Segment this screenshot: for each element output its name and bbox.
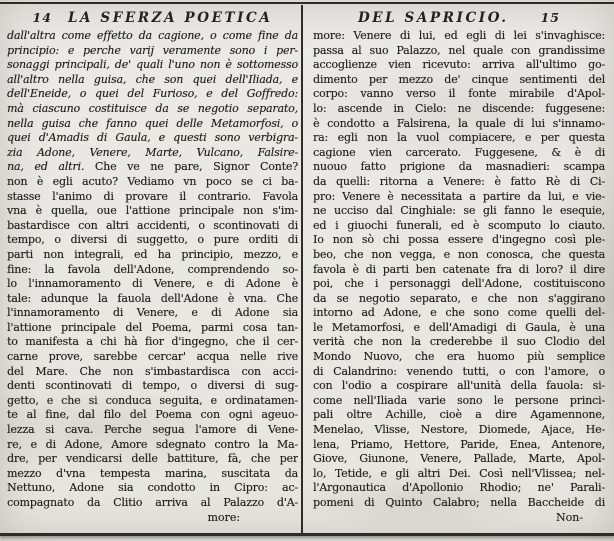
roman-text-segment: cagione vien carcerato. Fuggesene, & è di bbox=[313, 145, 605, 159]
italic-text-segment: quei d'Amadis di Gaula, e questi sono verbigra- bbox=[7, 131, 298, 145]
roman-text-segment: bastardisce con altri accidenti, o scontinovati di bbox=[7, 218, 298, 232]
roman-text-segment: nuouo fatto prigione da masnadieri: scampa bbox=[313, 160, 605, 174]
text-line bbox=[313, 175, 605, 190]
text-line bbox=[7, 452, 298, 467]
roman-text-segment: è condotto a Falsirena, la quale di lui s'innamo- bbox=[313, 116, 605, 130]
text-line bbox=[7, 117, 298, 132]
left-page bbox=[7, 0, 298, 541]
roman-text-segment: denti scontinovati di tempo, o diversi di sug- bbox=[7, 379, 298, 393]
text-line bbox=[313, 379, 605, 394]
left-page-number: 14 bbox=[32, 10, 52, 25]
left-text-block bbox=[7, 29, 298, 511]
roman-text-segment: mezzo d'vna tempesta marina, suscitata da bbox=[7, 466, 298, 480]
text-line bbox=[7, 146, 298, 161]
roman-text-segment: del Mare. Che non s'imbastardisca con acci- bbox=[7, 364, 298, 378]
text-line bbox=[7, 233, 298, 248]
text-line bbox=[313, 263, 605, 278]
roman-text-segment: da quelli: ritorna a Venere: è fatto Rè di Ci- bbox=[313, 174, 605, 188]
roman-text-segment: Giove, Giunone, Venere, Pallade, Marte, Apol- bbox=[313, 452, 605, 466]
text-line bbox=[7, 365, 298, 380]
text-line bbox=[313, 87, 605, 102]
text-line bbox=[7, 350, 298, 365]
italic-text-segment: sonaggi principali, de' quali l'uno non è sottomesso bbox=[7, 58, 298, 72]
text-line bbox=[7, 204, 298, 219]
text-line bbox=[313, 467, 605, 482]
text-line bbox=[7, 248, 298, 263]
text-line bbox=[7, 408, 298, 423]
left-page-header bbox=[7, 10, 298, 26]
text-line bbox=[313, 394, 605, 409]
text-line bbox=[7, 29, 298, 44]
roman-text-segment: poi, che i personaggi dell'Adone, costituiscono bbox=[313, 277, 605, 291]
text-line bbox=[313, 160, 605, 175]
roman-text-segment: ed i giuochi funerali, ed è scomputo lo ciauto. bbox=[313, 218, 605, 232]
text-line bbox=[313, 117, 605, 132]
roman-text-segment: passa al suo Palazzo, nel quale con grandissime bbox=[313, 43, 605, 57]
roman-text-segment: lezza si cava. Perche segua l'amore di Vene- bbox=[7, 423, 298, 437]
text-line bbox=[313, 408, 605, 423]
roman-text-segment: con l'odio a cospirare all'unità della fauola: si- bbox=[313, 379, 605, 393]
text-line bbox=[7, 335, 298, 350]
text-line bbox=[313, 248, 605, 263]
roman-text-segment: lo, Tetide, e gli altri Dei. Così nell'Vlissea; nel- bbox=[313, 466, 605, 480]
roman-text-segment: Menelao, Vlisse, Nestore, Diomede, Ajace, He- bbox=[313, 423, 605, 437]
roman-text-segment: dre, per vendicarsi delle battiture, fà, che per bbox=[7, 452, 298, 466]
roman-text-segment: carne prove, sarebbe cercar' acqua nelle rive bbox=[7, 350, 298, 364]
text-line bbox=[7, 219, 298, 234]
text-line bbox=[313, 423, 605, 438]
right-text-block bbox=[313, 29, 605, 511]
right-page bbox=[313, 0, 605, 541]
roman-text-segment: more: Venere di lui, ed egli di lei s'invaghisce: bbox=[313, 29, 605, 42]
text-line bbox=[313, 365, 605, 380]
right-page-header bbox=[313, 10, 605, 26]
roman-text-segment: di Calandrino: venendo tutti, o con l'amore, o bbox=[313, 364, 605, 378]
text-line bbox=[313, 335, 605, 350]
roman-text-segment: getto, e che si conduca seguita, e ordinatamen- bbox=[7, 393, 298, 407]
roman-text-segment: dimento per mezzo de' cinque sentimenti del bbox=[313, 72, 605, 86]
italic-text-segment: mà ciascuno costituisce da se negotio separato, bbox=[7, 101, 298, 115]
text-line bbox=[313, 190, 605, 205]
roman-text-segment: lena, Priamo, Hettore, Paride, Enea, Antenore, bbox=[313, 437, 605, 451]
text-line bbox=[7, 467, 298, 482]
roman-text-segment: Io non sò chi possa essere d'ingegno così ple- bbox=[313, 233, 605, 247]
text-line bbox=[313, 292, 605, 307]
italic-text-segment: dell'Eneide, o quei del Furioso, e del Goffredo: bbox=[7, 87, 298, 101]
roman-text-segment: parti non integrali, ed ha principio, mezzo, e bbox=[7, 247, 298, 261]
roman-text-segment: accoglienze vien ricevuto: arriva all'ultimo go- bbox=[313, 58, 605, 72]
text-line bbox=[313, 321, 605, 336]
roman-text-segment: to manifesta a chi hà fior d'ingegno, che il cer- bbox=[7, 335, 298, 349]
text-line bbox=[7, 58, 298, 73]
roman-text-segment: Nettuno, Adone sia condotto in Cipro: ac- bbox=[7, 481, 298, 495]
text-line bbox=[7, 423, 298, 438]
text-line bbox=[313, 452, 605, 467]
text-line bbox=[7, 263, 298, 278]
text-line bbox=[7, 277, 298, 292]
roman-text-segment: l'Argonautica d'Apollonio Rhodio; ne' Parali- bbox=[313, 481, 605, 495]
text-line bbox=[313, 350, 605, 365]
text-line bbox=[7, 190, 298, 205]
text-line bbox=[313, 438, 605, 453]
roman-text-segment: ne ucciso dal Cinghiale: se gli fanno le esequie, bbox=[313, 204, 605, 218]
roman-text-segment: te al fine, dal filo del Poema con ogni ageuo- bbox=[7, 408, 298, 422]
roman-text-segment: re, e di Adone, Amore sdegnato contro la Ma- bbox=[7, 437, 298, 451]
roman-text-segment: vna è quella, oue l'attione principale non s'im- bbox=[7, 204, 298, 218]
roman-text-segment: fine: la favola dell'Adone, comprendendo so- bbox=[7, 262, 298, 276]
left-catchword: more: bbox=[207, 511, 240, 524]
italic-text-segment: nella guisa che fanno quei delle Metamorfosi, o bbox=[7, 116, 298, 130]
right-catchword: Non- bbox=[555, 511, 583, 524]
text-line bbox=[7, 394, 298, 409]
roman-text-segment: Mondo Nuovo, che era huomo più semplice bbox=[313, 350, 605, 364]
roman-text-segment: pro: Venere è necessitata a partire da lui, e vie- bbox=[313, 189, 605, 203]
text-line bbox=[313, 277, 605, 292]
roman-text-segment: Che ve ne pare, Signor Conte? bbox=[94, 160, 298, 174]
text-line bbox=[313, 131, 605, 146]
right-page-number: 15 bbox=[540, 10, 561, 25]
left-running-title: LA SFERZA POETICA bbox=[67, 10, 273, 26]
italic-text-segment: principio: e perche varij veramente sono i per- bbox=[7, 43, 298, 57]
text-line bbox=[7, 292, 298, 307]
text-line bbox=[313, 73, 605, 88]
roman-text-segment: verità che non la crederebbe il suo Clodio del bbox=[313, 335, 605, 349]
text-line bbox=[7, 102, 298, 117]
roman-text-segment: tempo, o diversi di suggetto, o pure orditi di bbox=[7, 233, 298, 247]
roman-text-segment: non è egli acuto? Vediamo vn poco se ci ba- bbox=[7, 174, 298, 188]
text-line bbox=[313, 102, 605, 117]
roman-text-segment: stasse l'animo di provare il contrario. Favola bbox=[7, 189, 298, 203]
roman-text-segment: ra: egli non la vuol compiacere, e per questa bbox=[313, 131, 605, 145]
text-line bbox=[313, 306, 605, 321]
roman-text-segment: pomeni di Quinto Calabro; nella Baccheide di bbox=[313, 496, 605, 509]
text-line bbox=[313, 233, 605, 248]
text-line bbox=[7, 44, 298, 59]
text-line bbox=[7, 160, 298, 175]
italic-text-segment: na, ed altri. bbox=[7, 160, 95, 174]
right-running-title: DEL SAPRICIO. bbox=[357, 10, 509, 26]
text-line bbox=[313, 204, 605, 219]
roman-text-segment: da se negotio separato, e che non s'aggirano bbox=[313, 291, 605, 305]
text-line bbox=[313, 496, 605, 511]
roman-text-segment: lo l'innamoramento di Venere, e di Adone è bbox=[7, 277, 298, 291]
text-line bbox=[7, 131, 298, 146]
center-divider-rule bbox=[301, 5, 303, 533]
roman-text-segment: intorno ad Adone, e che sono come quelli del- bbox=[313, 306, 605, 320]
text-line bbox=[7, 379, 298, 394]
text-line bbox=[313, 58, 605, 73]
roman-text-segment: favola è di parti ben catenate fra di loro? il dire bbox=[313, 262, 605, 276]
text-line bbox=[7, 87, 298, 102]
roman-text-segment: tale: adunque la fauola dell'Adone è vna. Che bbox=[7, 291, 298, 305]
text-line bbox=[7, 438, 298, 453]
text-line bbox=[313, 219, 605, 234]
roman-text-segment: beo, che non vegga, e non conosca, che questa bbox=[313, 247, 605, 261]
roman-text-segment: l'attione principale del Poema, parmi cosa tan- bbox=[7, 320, 298, 334]
italic-text-segment: all'altro nella guisa, che son quei dell'Iliada, e bbox=[7, 72, 298, 86]
italic-text-segment: zia Adone, Venere, Marte, Vulcano, Falsire- bbox=[7, 145, 298, 159]
roman-text-segment: compagnato da Clitio arriva al Palazzo d'A- bbox=[7, 496, 298, 509]
text-line bbox=[313, 29, 605, 44]
text-line bbox=[7, 496, 298, 511]
roman-text-segment: le Metamorfosi, e dell'Amadigi di Gaula, è una bbox=[313, 320, 605, 334]
text-line bbox=[313, 146, 605, 161]
text-line bbox=[313, 44, 605, 59]
roman-text-segment: pali oltre Achille, cioè a dire Agamennone, bbox=[313, 408, 605, 422]
roman-text-segment: come nell'Iliada varie sono le persone princi- bbox=[313, 393, 605, 407]
text-line bbox=[7, 481, 298, 496]
text-line bbox=[7, 73, 298, 88]
text-line bbox=[313, 481, 605, 496]
roman-text-segment: corpo: vanno verso il fonte mirabile d'Apol- bbox=[313, 87, 605, 101]
text-line bbox=[7, 321, 298, 336]
italic-text-segment: dall'altra come effetto da cagione, o come fine da bbox=[7, 29, 298, 42]
text-line bbox=[7, 175, 298, 190]
text-line bbox=[7, 306, 298, 321]
roman-text-segment: lo: ascende in Cielo: ne discende: fuggesene: bbox=[313, 101, 605, 115]
roman-text-segment: l'innamoramento di Venere, e di Adone sia bbox=[7, 306, 298, 320]
